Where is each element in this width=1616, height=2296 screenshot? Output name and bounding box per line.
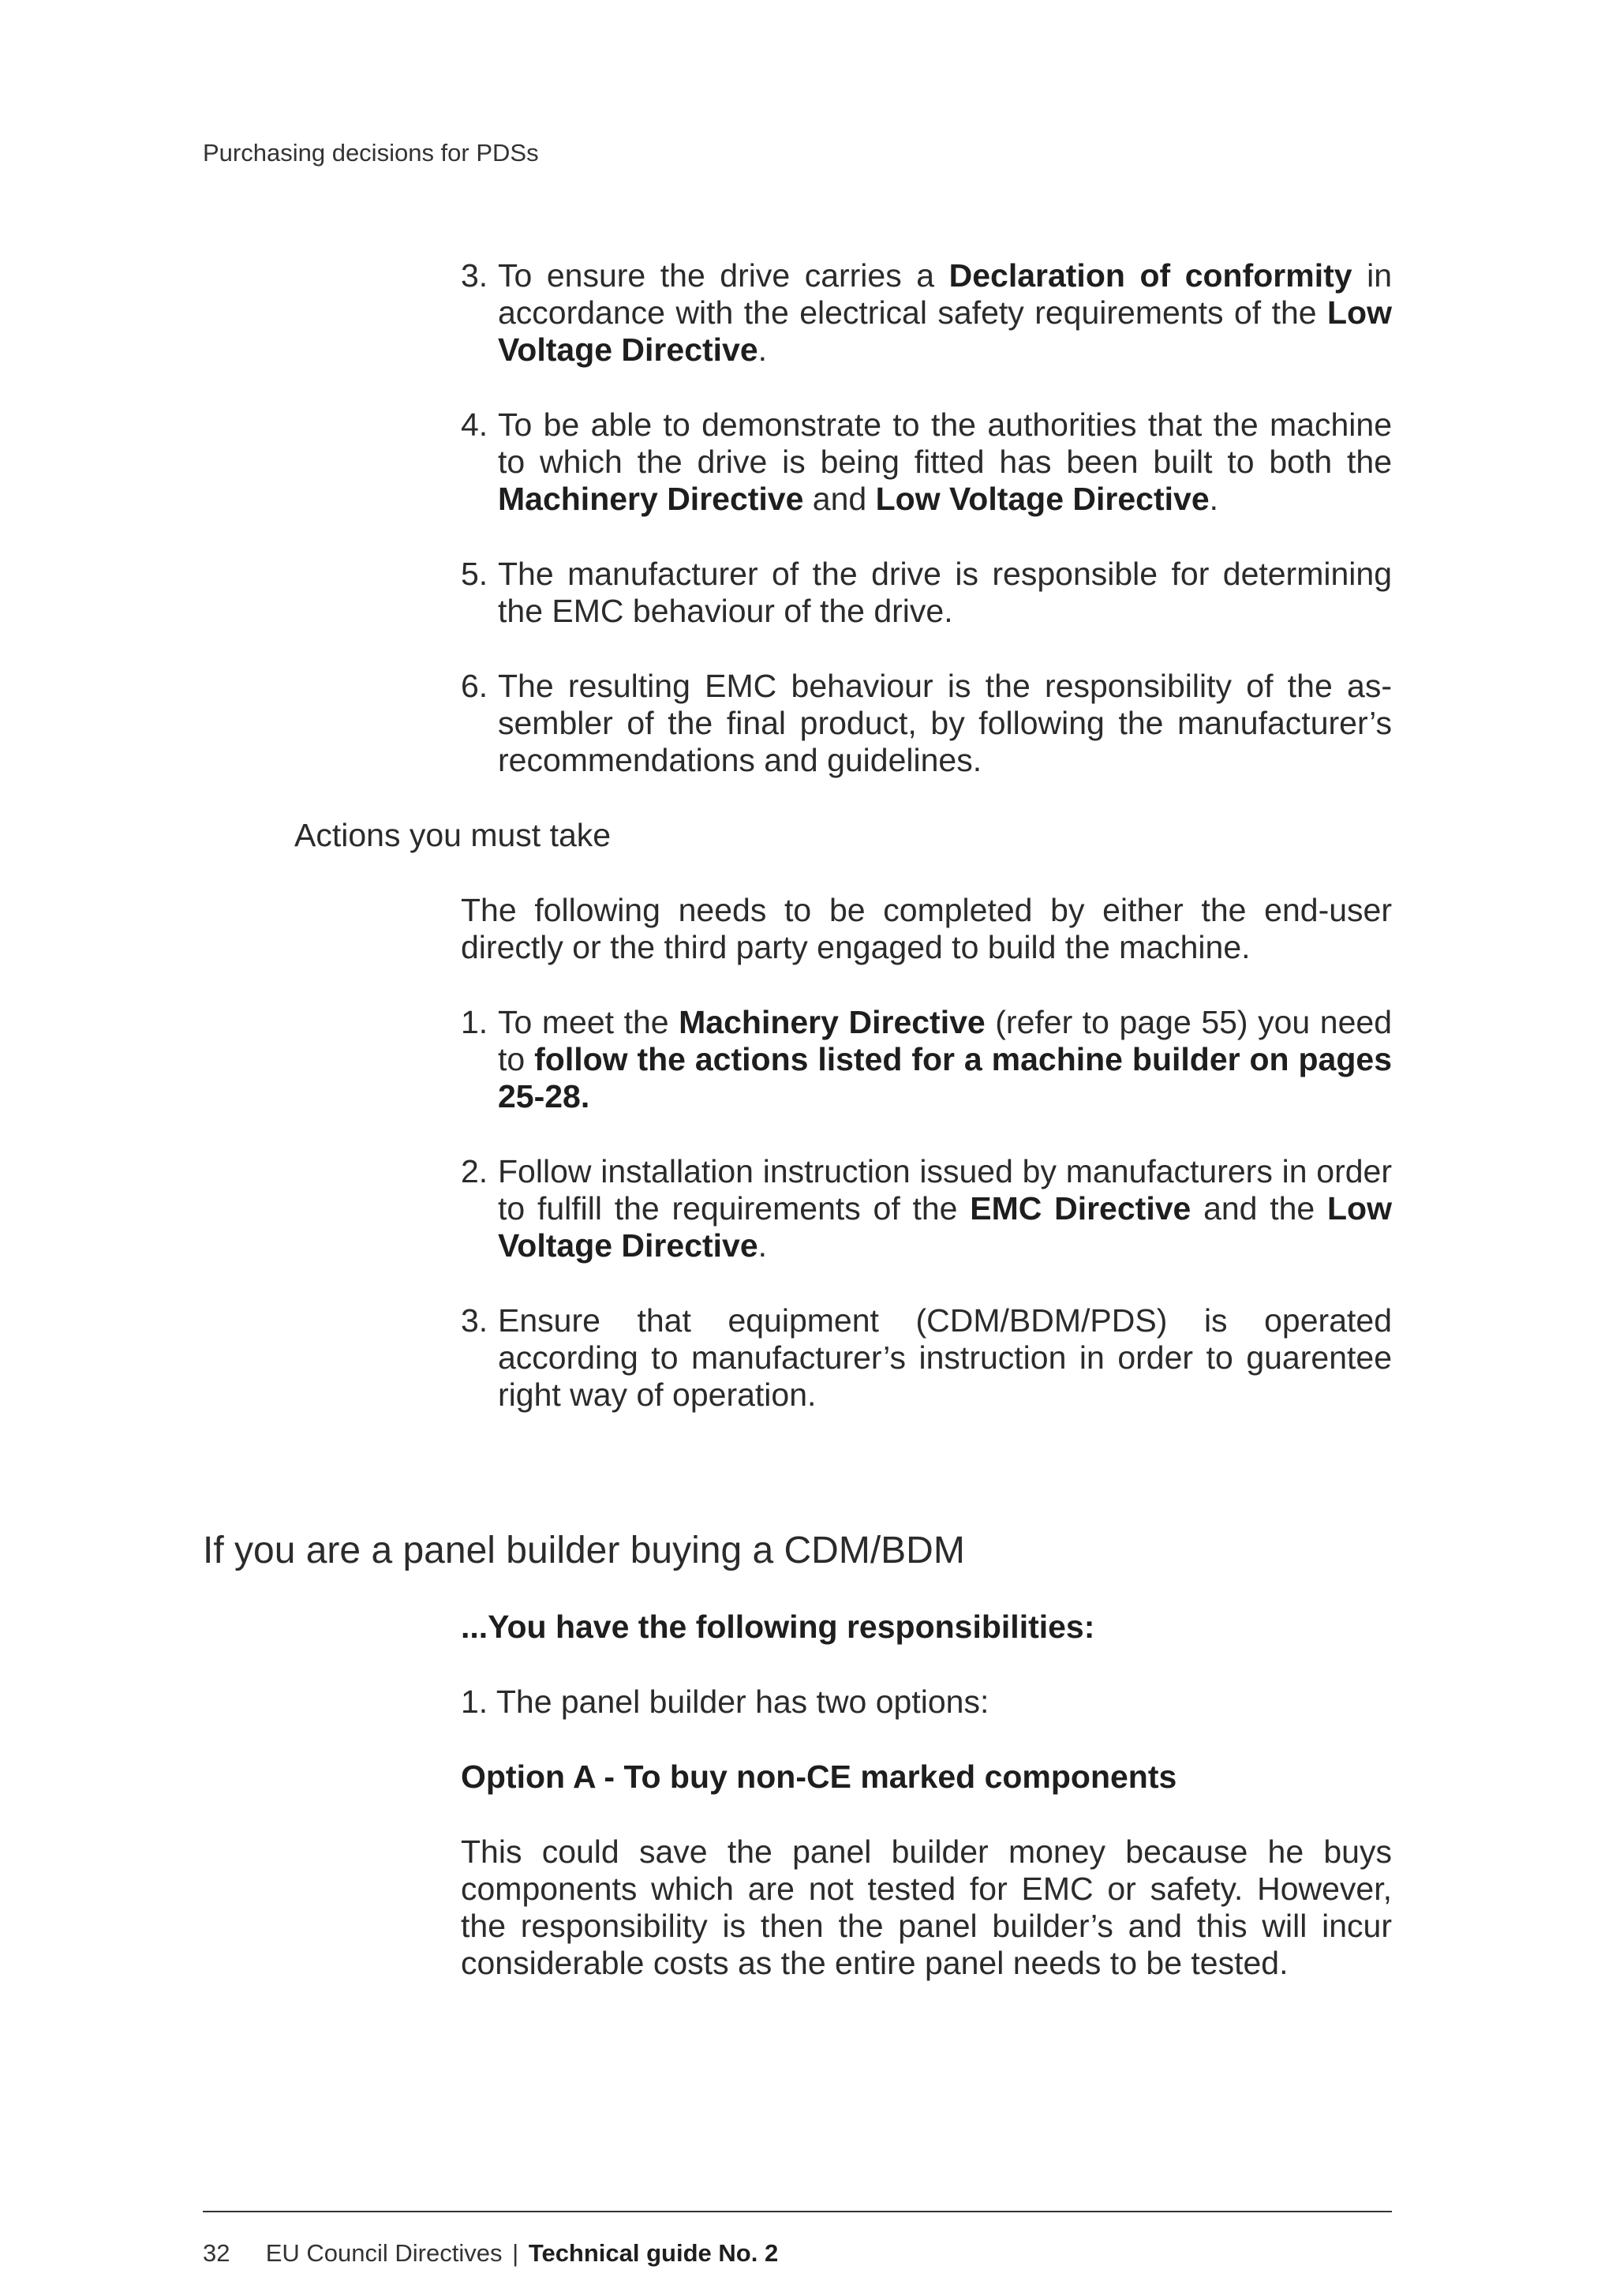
footer: [203, 2239, 778, 2268]
list-number: 4.: [461, 406, 488, 443]
text-run: The manufacturer of the drive is responsible for determining the EMC behaviour of the drive.: [498, 556, 1392, 629]
actions-intro: The following needs to be completed by either the end-user directly or the third party engaged to build the machine.: [461, 892, 1392, 965]
bold-text: Low Voltage Directive: [498, 294, 1392, 368]
bold-text: Declaration of conformity: [948, 257, 1352, 294]
text-run: The resulting EMC behaviour is the responsibility of the assembler of the final product, by following the manufacturer’s recommendations and guidelines.: [498, 668, 1392, 778]
section-title: If you are a panel builder buying a CDM/BDM: [203, 1530, 965, 1571]
list-number: 3.: [461, 1302, 488, 1339]
list-number: 5.: [461, 556, 488, 592]
footer-rule: [203, 2211, 1392, 2212]
footer-left: EU Council Directives: [265, 2239, 503, 2267]
text-run: To be able to demonstrate to the authorities that the machine to which the drive is being fitted has been built to both the: [498, 406, 1392, 480]
list-text: [498, 1153, 1392, 1264]
bold-text: EMC Directive: [970, 1190, 1191, 1227]
list-text: [498, 556, 1392, 630]
bold-text: Machinery Directive: [679, 1004, 986, 1040]
list-item: [461, 1302, 1392, 1414]
option-a-text: This could save the panel builder money because he buys components which are not tested for EMC or safety. However, the responsibility is then the panel builder’s and this will incur considerable costs as the entire panel needs to be tested.: [461, 1833, 1392, 1981]
text-run: and the: [1191, 1190, 1327, 1227]
bold-text: Low Voltage Directive: [498, 1190, 1392, 1264]
text-run: .: [758, 1227, 768, 1264]
list-text: [498, 668, 1392, 779]
list-number: 6.: [461, 668, 488, 704]
footer-right: Technical guide No. 2: [528, 2239, 779, 2267]
page-number: 32: [203, 2239, 230, 2267]
list-item: [461, 257, 1392, 369]
list-text: [498, 1302, 1392, 1414]
list-item: [461, 406, 1392, 518]
list-text: [498, 257, 1392, 369]
list-text: [498, 406, 1392, 518]
text-run: .: [758, 331, 768, 368]
list-number: 3.: [461, 257, 488, 294]
option-a-heading: Option A - To buy non-CE marked components: [461, 1759, 1177, 1795]
text-run: (refer to page 55) you need to: [498, 1004, 1393, 1077]
bold-text: Machinery Directive: [498, 481, 804, 517]
list-item: [461, 1153, 1392, 1264]
list-number: 2.: [461, 1153, 488, 1189]
list-text: [498, 1004, 1392, 1115]
options-line: 1. The panel builder has two options:: [461, 1684, 989, 1720]
bold-text: Low Voltage Directive: [875, 481, 1210, 517]
text-run: To ensure the drive carries a: [498, 257, 949, 294]
text-run: To meet the: [498, 1004, 679, 1040]
text-run: Follow installation instruction issued by manufacturers in order to fulfill the requirements of the: [498, 1153, 1392, 1227]
list-number: 1.: [461, 1004, 488, 1040]
text-run: .: [1209, 481, 1219, 517]
list-item: [461, 668, 1392, 779]
list-item: [461, 556, 1392, 630]
footer-separator: |: [512, 2239, 519, 2267]
bold-text: follow the actions listed for a machine builder on pages 25-28.: [498, 1041, 1392, 1114]
responsibilities-heading: ...You have the following responsibilities:: [461, 1609, 1095, 1645]
list-item: [461, 1004, 1392, 1115]
text-run: in accordance with the electrical safety requirements of the: [498, 257, 1393, 331]
subheading-actions: Actions you must take: [294, 817, 612, 853]
running-head: Purchasing decisions for PDSs: [203, 139, 539, 167]
text-run: and: [803, 481, 876, 517]
text-run: Ensure that equipment (CDM/BDM/PDS) is operated according to manufacturer’s instruction in order to guarentee right way of operation.: [498, 1302, 1392, 1413]
